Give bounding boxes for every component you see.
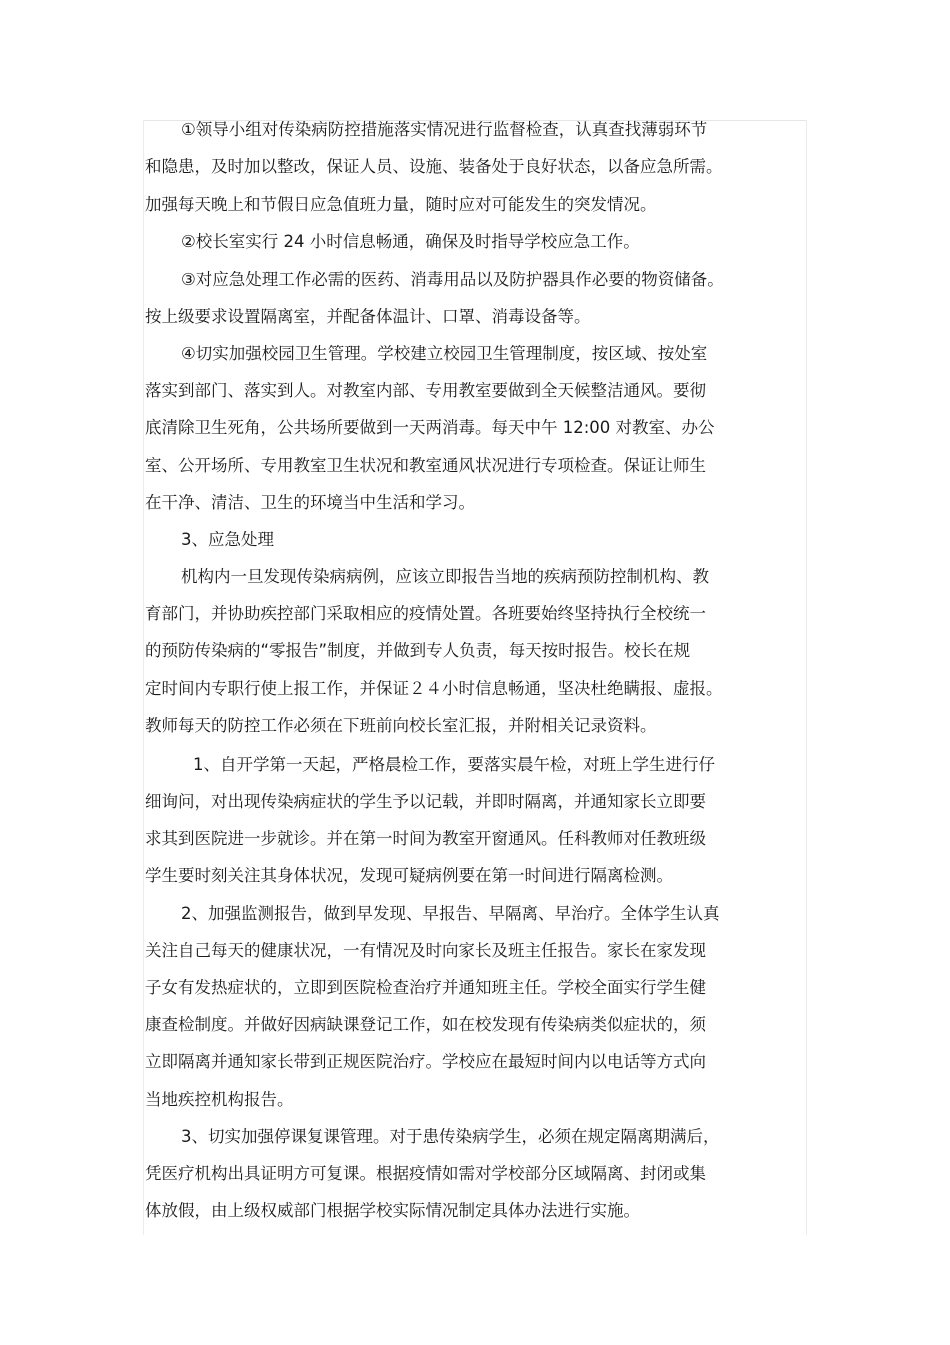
text-line: 细询问，对出现传染病症状的学生予以记载，并即时隔离，并通知家长立即要 [145,792,706,811]
text-line: 学生要时刻关注其身体状况，发现可疑病例要在第一时间进行隔离检测。 [145,866,673,885]
text-line: 按上级要求设置隔离室，并配备体温计、口罩、消毒设备等。 [145,307,591,326]
text-line: 子女有发热症状的，立即到医院检查治疗并通知班主任。学校全面实行学生健 [145,978,706,997]
text-line: 2、加强监测报告，做到早发现、早报告、早隔离、早治疗。全体学生认真 [181,904,720,923]
text-line: 定时间内专职行使上报工作，并保证２４小时信息畅通，坚决杜绝瞒报、虚报。 [145,679,723,698]
text-line: 立即隔离并通知家长带到正规医院治疗。学校应在最短时间内以电话等方式向 [145,1052,706,1071]
text-line: ②校长室实行 24 小时信息畅通，确保及时指导学校应急工作。 [181,232,640,251]
text-line: ①领导小组对传染病防控措施落实情况进行监督检查，认真查找薄弱环节 [181,120,708,139]
text-line: 的预防传染病的“零报告”制度，并做到专人负责，每天按时报告。校长在规 [145,641,691,660]
text-line: 育部门，并协助疾控部门采取相应的疫情处置。各班要始终坚持执行全校统一 [145,604,706,623]
section-heading: 3、应急处理 [181,530,274,549]
text-line: 室、公开场所、专用教室卫生状况和教室通风状况进行专项检查。保证让师生 [145,456,706,475]
text-line: 1、自开学第一天起，严格晨检工作，要落实晨午检，对班上学生进行仔 [193,755,715,774]
text-line: 在干净、清洁、卫生的环境当中生活和学习。 [145,493,475,512]
text-line: 关注自己每天的健康状况，一有情况及时向家长及班主任报告。家长在家发现 [145,941,706,960]
text-line: 康查检制度。并做好因病缺课登记工作，如在校发现有传染病类似症状的，须 [145,1015,706,1034]
text-line: 当地疾控机构报告。 [145,1090,294,1109]
text-line: ④切实加强校园卫生管理。学校建立校园卫生管理制度，按区域、按处室 [181,344,708,363]
text-line: 凭医疗机构出具证明方可复课。根据疫情如需对学校部分区域隔离、封闭或集 [145,1164,706,1183]
text-line: 3、切实加强停课复课管理。对于患传染病学生，必须在规定隔离期满后， [181,1127,720,1146]
text-line: 教师每天的防控工作必须在下班前向校长室汇报，并附相关记录资料。 [145,716,657,735]
text-line: 体放假，由上级权威部门根据学校实际情况制定具体办法进行实施。 [145,1201,640,1220]
text-line: ③对应急处理工作必需的医药、消毒用品以及防护器具作必要的物资储备。 [181,270,724,289]
page-frame-right [806,120,807,1235]
text-line: 加强每天晚上和节假日应急值班力量，随时应对可能发生的突发情况。 [145,195,657,214]
text-line: 和隐患，及时加以整改，保证人员、设施、装备处于良好状态，以备应急所需。 [145,157,723,176]
page-frame-left [143,120,144,1235]
text-line: 底清除卫生死角，公共场所要做到一天两消毒。每天中午 12:00 对教室、办公 [145,418,715,437]
text-line: 落实到部门、落实到人。对教室内部、专用教室要做到全天候整洁通风。要彻 [145,381,706,400]
text-line: 机构内一旦发现传染病病例，应该立即报告当地的疾病预防控制机构、教 [181,567,709,586]
text-line: 求其到医院进一步就诊。并在第一时间为教室开窗通风。任科教师对任教班级 [145,829,706,848]
